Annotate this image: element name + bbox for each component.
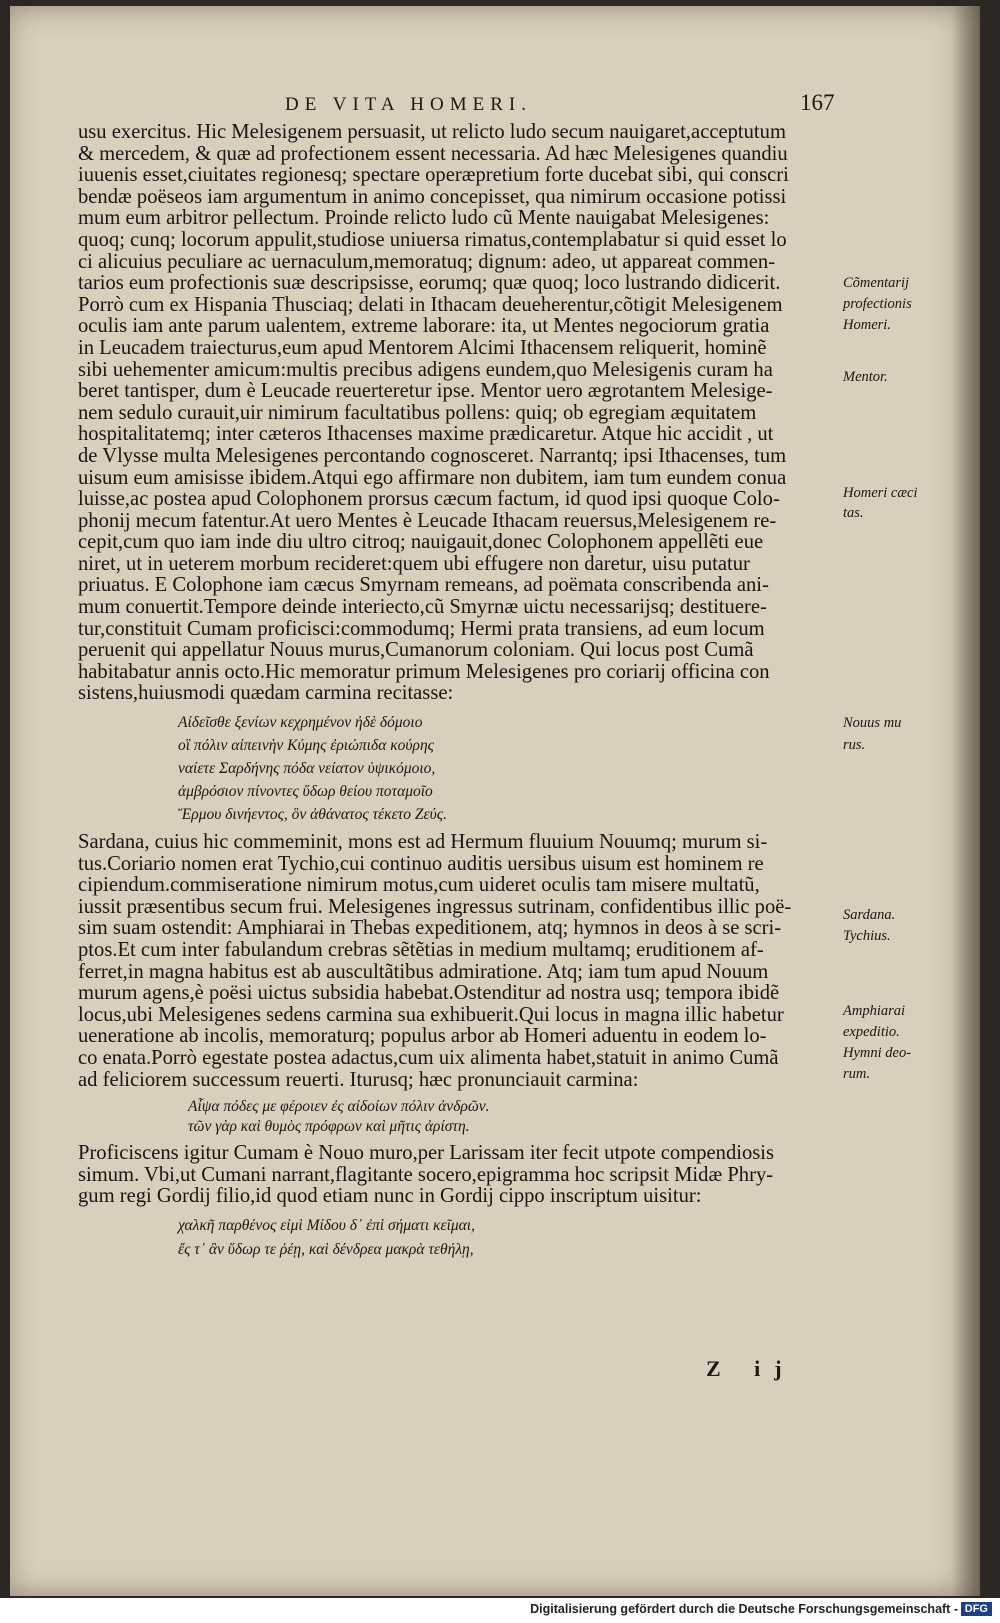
greek-verse-line: ἔς τ᾽ ἂν ὕδωρ τε ῥέῃ, καὶ δένδρεα μακρὰ τεθήλῃ, bbox=[178, 1240, 474, 1258]
greek-verse-line: τῶν γὰρ καὶ θυμὸς πρόφρων καὶ μῆτις ἀρίστη. bbox=[188, 1118, 470, 1136]
text-line: tarios eum profectionis suæ descripsisse, eorumq; quæ quoq; loco lustrando didicerit. bbox=[78, 273, 781, 295]
text-line: cipiendum.commiseratione nimirum motus,cum uideret oculis tam misere multatũ, bbox=[78, 875, 760, 897]
margin-note-nouus: Nouus mu bbox=[843, 715, 902, 731]
text-line: iussit præsentibus secum frui. Melesigenes ingressus sutrinam, confidentibus illic poë- bbox=[78, 896, 792, 918]
main-text-column bbox=[78, 122, 838, 1268]
greek-verse-line: χαλκῆ παρθένος εἰμὶ Μίδου δ᾽ ἐπὶ σήματι κεῖμαι, bbox=[178, 1216, 475, 1234]
margin-note-expeditio: expeditio. bbox=[843, 1024, 900, 1040]
text-line: oculis iam ante parum ualentem, extreme laborare: ita, ut Mentes negociorum gratia bbox=[78, 316, 770, 338]
greek-verse-line: Αἰδεῖσθε ξενίων κεχρημένον ἠδὲ δόμοιο bbox=[178, 714, 423, 732]
text-line: iuuenis esset,ciuitates regionesq; spectare operæpretium forte ducebat sibi, qui conscri bbox=[78, 165, 789, 187]
text-line: ad feliciorem successum reuerti. Iturusq; hæc pronunciauit carmina: bbox=[78, 1069, 639, 1091]
text-line: Sardana, cuius hic commeminit, mons est ad Hermum fluuium Nouumq; murum si- bbox=[78, 832, 768, 854]
signature-mark: Z ij bbox=[706, 1356, 796, 1381]
paragraph-1 bbox=[78, 122, 838, 705]
text-line: beret tantisper, dum è Leucade reuerteretur ipse. Mentor uero ægrotantem Melesige- bbox=[78, 381, 773, 403]
text-line: ferret,in magna habitus est ab auscultãtibus admiratione. Atq; iam tum apud Nouum bbox=[78, 961, 769, 983]
text-line: gum regi Gordij filio,id quod etiam nunc in Gordij cippo inscriptum uisitur: bbox=[78, 1186, 702, 1208]
page-binding-shadow bbox=[952, 6, 980, 1596]
greek-verse-line: Ἕρμου δινήεντος, ὃν ἀθάνατος τέκετο Ζεύς. bbox=[178, 806, 447, 824]
text-line: bendæ poëseos iam argumentum in animo concepisset, qua nimirum occasione potissi bbox=[78, 186, 787, 208]
margin-note-rum: rum. bbox=[843, 1066, 870, 1082]
margin-note-rus: rus. bbox=[843, 737, 866, 753]
greek-verse-3 bbox=[78, 1214, 838, 1262]
text-line: locus,ubi Melesigenes sedens carmina sua exhibuerit.Qui locus in magna illic habetur bbox=[78, 1004, 784, 1026]
greek-verse-1 bbox=[78, 711, 838, 826]
text-line: tur,constituit Cumam proficisci:commodumq; Hermi prata transiens, ad eum locum bbox=[78, 618, 765, 640]
margin-note-homeri-caeci: Homeri cæci bbox=[843, 485, 918, 501]
text-line: de Vlysse multa Melesigenes percontando cognosceret. Narrantq; ipsi Ithacenses, tum bbox=[78, 445, 787, 467]
text-line: murum agens,è poësi uictus subsidia habebat.Ostenditur ad nostra usq; tempora ibidẽ bbox=[78, 983, 780, 1005]
text-line: mum eum arbitror pellectum. Proinde relicto ludo cũ Mente nauigabat Melesigenes: bbox=[78, 208, 770, 230]
text-line: cepit,cum quo iam inde diu ultro citroq; nauigauit,donec Colophonem appellẽti eue bbox=[78, 532, 764, 554]
margin-note-amphiarai: Amphiarai bbox=[843, 1003, 906, 1019]
margin-note-tas: tas. bbox=[843, 505, 864, 521]
text-line: ci alicuius peculiare ac uernaculum,memoratuq; dignum: adeo, ut appareat commen- bbox=[78, 251, 776, 273]
paragraph-2 bbox=[78, 832, 838, 1091]
text-line: simum. Vbi,ut Cumani narrant,flagitante socero,epigramma hoc scripsit Midæ Phry- bbox=[78, 1164, 774, 1186]
text-line: tus.Coriario nomen erat Tychio,cui continuo auditis uersibus uisum est hominem re bbox=[78, 853, 764, 875]
text-line: in Leucadem traiecturus,eum apud Mentorem Alcimi Ithacensem reliquerit, hominẽ bbox=[78, 337, 767, 359]
page-number: 167 bbox=[800, 90, 835, 115]
greek-verse-line: ἀμβρόσιον πίνοντες ὕδωρ θείου ποταμοῖο bbox=[178, 783, 433, 801]
text-line: phonij mecum fatentur.At uero Mentes è Leucade Ithacam reuersus,Melesigenem re- bbox=[78, 510, 777, 532]
text-line: co enata.Porrò egestate postea adactus,cum uix alimenta habet,statuit in animo Cumã bbox=[78, 1047, 779, 1069]
text-line: luisse,ac postea apud Colophonem prorsus cæcum factum, id quod ipsi quoque Colo- bbox=[78, 489, 780, 511]
greek-verse-line: οἳ πόλιν αἰπεινὴν Κύμης ἐριώπιδα κούρης bbox=[178, 737, 434, 755]
text-line: quoq; cunq; locorum appulit,studiose uniuersa rimatus,contemplabatur si quid esset lo bbox=[78, 229, 787, 251]
text-line: & mercedem, & quæ ad profectionem essent necessaria. Ad hæc Melesigenes quandiu bbox=[78, 143, 788, 165]
paragraph-3 bbox=[78, 1143, 838, 1208]
text-line: habitabatur annis octo.Hic memoratur primum Melesigenes pro coriarij officina con bbox=[78, 661, 770, 683]
text-line: sim suam ostendit: Amphiarai in Thebas expeditionem, atq; hymnos in deos à se scri- bbox=[78, 918, 782, 940]
text-line: sibi uehementer amicum:multis precibus adigens eundem,quo Melesigenis curam ha bbox=[78, 359, 773, 381]
greek-verse-line: ναίετε Σαρδήνης πόδα νείατον ὑψικόμοιο, bbox=[178, 760, 436, 778]
margin-note-mentor: Mentor. bbox=[843, 369, 888, 385]
text-line: hospitalitatemq; inter cæteros Ithacenses maxime prædicaretur. Atque hic accidit , ut bbox=[78, 424, 774, 446]
text-line: peruenit qui appellatur Nouus murus,Cumanorum coloniam. Qui locus post Cumã bbox=[78, 640, 754, 662]
book-page bbox=[10, 6, 980, 1596]
greek-verse-line: Αἶψα πόδες με φέροιεν ἐς αἰδοίων πόλιν ἀνδρῶν. bbox=[188, 1098, 490, 1116]
margin-note-homeri: Homeri. bbox=[843, 317, 891, 333]
text-line: usu exercitus. Hic Melesigenem persuasit, ut relicto ludo secum nauigaret,acceptutum bbox=[78, 122, 786, 143]
margin-note-tychius: Tychius. bbox=[843, 928, 891, 944]
text-line: sistens,huiusmodi quædam carmina recitasse: bbox=[78, 683, 454, 705]
greek-verse-2 bbox=[78, 1097, 838, 1137]
margin-note-hymni-deo: Hymni deo- bbox=[843, 1045, 912, 1061]
running-head: DE VITA HOMERI. bbox=[285, 94, 532, 115]
text-line: ptos.Et cum inter fabulandum crebras sẽtẽtias in medium multamq; eruditionem af- bbox=[78, 940, 764, 961]
dfg-logo: DFG bbox=[961, 1602, 992, 1616]
text-line: Porrò cum ex Hispania Thusciaq; delati in Ithacam deueherentur,cõtigit Melesigenem bbox=[78, 294, 783, 316]
text-line: ueneratione ab incolis, memoraturq; populus arbor ab Homeri aduentu in eodem lo- bbox=[78, 1026, 767, 1048]
margin-note-commentarij: Cõmentarij bbox=[843, 275, 910, 291]
text-line: uisum eum amisisse ibidem.Atqui ego affirmare non dubitem, iam tum eundem conua bbox=[78, 467, 787, 489]
text-line: mum conuertit.Tempore deinde interiecto,cũ Smyrnæ uictu necessarijsq; destituere- bbox=[78, 597, 767, 619]
digitization-footer bbox=[0, 1598, 1000, 1623]
text-line: priuatus. E Colophone iam cæcus Smyrnam remeans, ad poëmata conscribenda ani- bbox=[78, 575, 769, 597]
text-line: nem sedulo curauit,uir nimirum facultatibus pollens: quiq; ob egregiam æquitatem bbox=[78, 402, 757, 424]
text-line: Proficiscens igitur Cumam è Nouo muro,per Larissam iter fecit utpote compendiosis bbox=[78, 1143, 775, 1165]
margin-note-profectionis: profectionis bbox=[843, 296, 912, 312]
text-line: niret, ut in ueterem morbum recideret:quem ubi effugere non daretur, uisu putatur bbox=[78, 553, 750, 575]
margin-note-sardana: Sardana. bbox=[843, 907, 896, 923]
footer-credit: Digitalisierung gefördert durch die Deutsche Forschungsgemeinschaft - bbox=[530, 1602, 958, 1616]
